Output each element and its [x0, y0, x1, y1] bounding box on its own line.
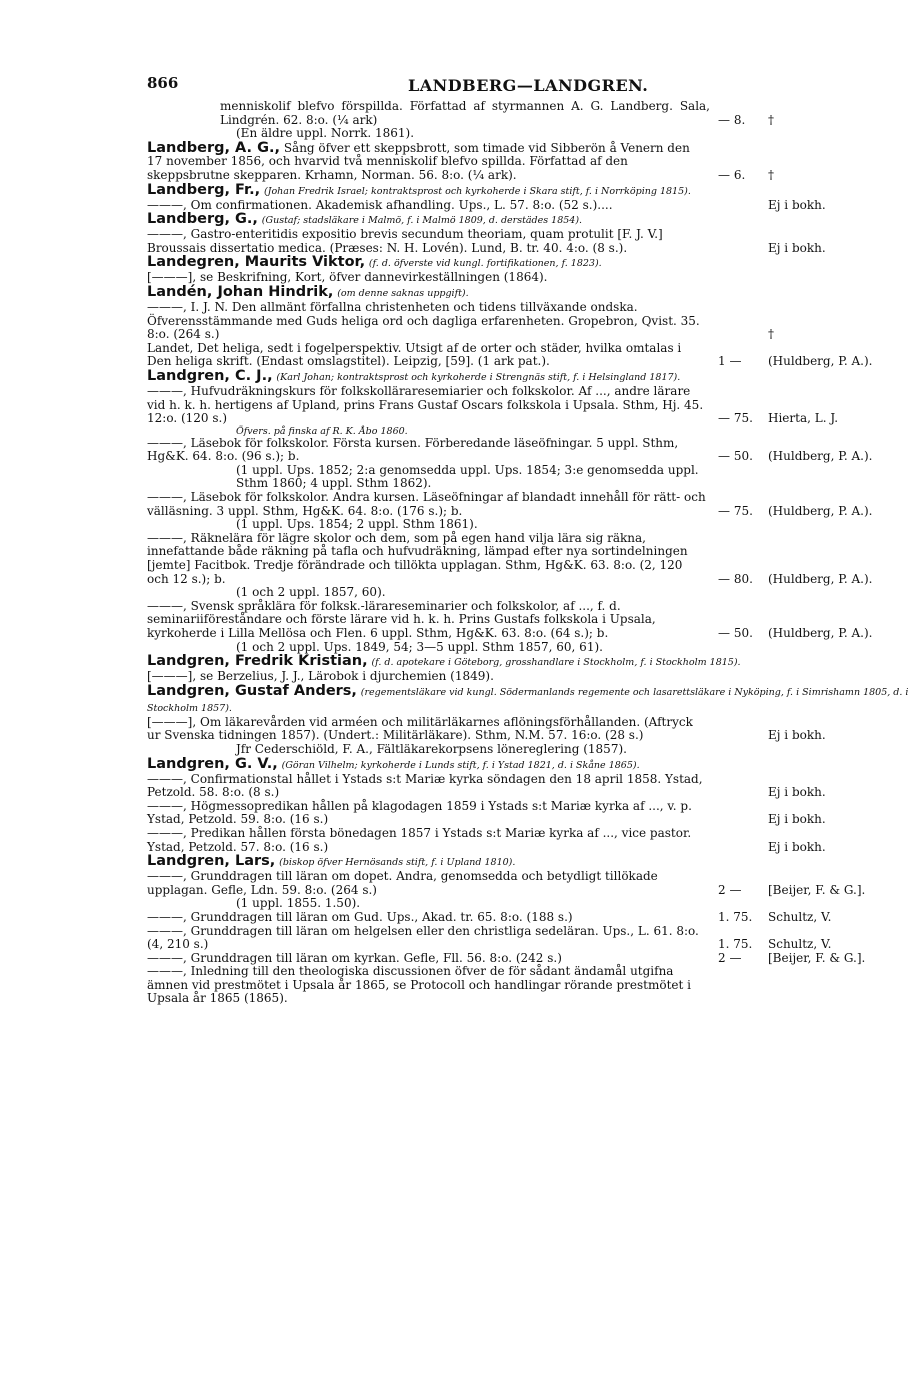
- entry: [0, 654, 920, 684]
- work-note: (1 och 2 uppl. 1857, 60).: [236, 585, 386, 600]
- work-lead: ———,: [147, 771, 191, 786]
- work-line: [147, 800, 707, 827]
- work: [0, 491, 920, 518]
- author-note: (Johan Fredrik Israel; kontraktsprost och kyrkoherde i Skara stift, f. i Norrköping 1815).: [263, 185, 691, 197]
- work-price: 1. 75.: [718, 909, 753, 924]
- author-name: Landén, Johan Hindrik,: [147, 283, 334, 300]
- work-line: [147, 870, 707, 897]
- work: [0, 228, 920, 255]
- work-lead: ———,: [147, 869, 191, 884]
- work-line: [147, 385, 707, 426]
- entry-heading: [147, 183, 920, 199]
- entry-heading: [147, 212, 920, 228]
- author-name: Landgren, C. J.,: [147, 367, 273, 384]
- work-text: Gastro-enteritidis expositio brevis secundum theoriam, quam protulit [F. J. V.] Broussais dissertatio medica. (Præses: N. H. Lovén). Lund, B. tr. 40. 4:o. (8 s.).: [147, 227, 663, 255]
- work-lead: ———,: [147, 825, 191, 840]
- work-line: [147, 925, 707, 952]
- work-text: Räknelära för lägre skolor och dem, som på egen hand vilja lära sig räkna, innefattande både räkning på tafla och hufvudräkning, lämpad efter nya sortindelningen [jemte] Facitbok. Tredje förändrade och tillökta upplagan. Sthm, Hg&K. 63. 8:o. (2, 120 och 12 s.); b.: [147, 530, 688, 586]
- work-line: [147, 301, 707, 342]
- work-availability: (Huldberg, P. A.).: [768, 354, 873, 369]
- work-line: [147, 716, 707, 743]
- work: [0, 199, 920, 213]
- entry-continuation: [0, 100, 920, 141]
- work-lead: ———,: [147, 950, 191, 965]
- work-line: [147, 228, 707, 255]
- work-lead: [———],: [147, 714, 200, 729]
- author-note: (Gustaf; stadsläkare i Malmö, f. i Malmö 1809, d. derstädes 1854).: [261, 215, 583, 227]
- work-text: Läsebok för folkskolor. Andra kursen. Läseöfningar af blandadt innehåll för rätt- och välläsning. 3 uppl. Sthm, Hg&K. 64. 8:o. (176 s.); b.: [147, 490, 706, 518]
- work: [0, 139, 920, 183]
- work-availability: (Huldberg, P. A.).: [768, 571, 873, 586]
- entry: [0, 285, 920, 342]
- work-text: Predikan hållen första bönedagen 1857 i Ystads s:t Mariæ kyrka af ..., vice pastor. Ystad, Petzold. 57. 8:o. (16 s.): [147, 825, 692, 854]
- work-note: (1 uppl. Ups. 1852; 2:a genomsedda uppl. Ups. 1854; 3:e genomsedda uppl. Sthm 1860; 4 uppl. Sthm 1862).: [236, 462, 699, 491]
- work-lead: [———],: [147, 669, 200, 684]
- work-availability: Ej i bokh.: [768, 785, 826, 800]
- work-text: Grunddragen till läran om kyrkan. Gefle, Fll. 56. 8:o. (242 s.): [190, 950, 562, 965]
- work-line: [147, 965, 707, 1006]
- entry-heading: [147, 854, 920, 870]
- work-note: (1 och 2 uppl. Ups. 1849, 54; 3—5 uppl. Sthm 1857, 60, 61).: [236, 639, 603, 654]
- work-line: [147, 773, 707, 800]
- work-line: [147, 911, 707, 925]
- work-availability: [Beijer, F. & G.].: [768, 882, 866, 897]
- entry: [0, 255, 920, 285]
- work-text: menniskolif blefvo förspillda. Författad af styrmannen A. G. Landberg. Sala, Lindgrén. 62. 8:o. (¼ ark): [220, 99, 710, 127]
- work-price: — 75.: [718, 503, 753, 518]
- work-availability: [Beijer, F. & G.].: [768, 950, 866, 965]
- work-text: Grunddragen till läran om Gud. Ups., Akad. tr. 65. 8:o. (188 s.): [190, 909, 573, 924]
- author-note: (f. d. apotekare i Göteborg, grosshandlare i Stockholm, f. i Stockholm 1815).: [371, 657, 741, 669]
- entry: [0, 757, 920, 855]
- author-name: Landgren, Fredrik Kristian,: [147, 653, 368, 670]
- entry: [0, 212, 920, 255]
- work: [0, 271, 920, 285]
- work: [0, 100, 920, 127]
- work-availability: (Huldberg, P. A.).: [768, 503, 873, 518]
- work-availability: Ej i bokh.: [768, 197, 826, 212]
- work-lead: ———,: [147, 923, 191, 938]
- work-availability: Schultz, V.: [768, 909, 832, 924]
- work-availability: Ej i bokh.: [768, 240, 826, 255]
- work-text: Om confirmationen. Akademisk afhandling. Ups., L. 57. 8:o. (52 s.)....: [190, 197, 613, 212]
- work-text: se Berzelius, J. J., Lärobok i djurchemien (1849).: [200, 669, 494, 684]
- work: [0, 670, 920, 684]
- entry-heading: [147, 684, 920, 716]
- author-name: Landberg, A. G.,: [147, 139, 280, 156]
- work-lead: ———,: [147, 299, 191, 314]
- work-lead: ———,: [147, 798, 191, 813]
- work-availability: Hierta, L. J.: [768, 411, 839, 426]
- work: [0, 342, 920, 369]
- work-note: Jfr Cederschiöld, F. A., Fältläkarekorpsens lönereglering (1857).: [236, 741, 627, 756]
- work-note: (1 uppl. Ups. 1854; 2 uppl. Sthm 1861).: [236, 517, 478, 532]
- work-text: Confirmationstal hållet i Ystads s:t Mariæ kyrka söndagen den 18 april 1858. Ystad, Petzold. 58. 8:o. (8 s.): [147, 771, 703, 800]
- entry: [0, 854, 920, 1006]
- work-price: — 75.: [718, 411, 753, 426]
- entry-heading: [147, 369, 920, 385]
- entry-heading: [147, 654, 920, 670]
- work-text: I. J. N. Den allmänt förfallna christenheten och tidens tillväxande ondska. Öfverensstämmande med Guds heliga ord och dagliga erfarenheten. Gropebron, Qvist. 35. 8:o. (264 s.): [147, 299, 700, 342]
- work-line: [147, 532, 707, 586]
- work-text: se Beskrifning, Kort, öfver dannevirkeställningen (1864).: [200, 270, 548, 285]
- work-text: Om läkarevården vid arméen och militärläkarnes aflöningsförhållanden. (Aftryck ur Svenska tidningen 1857). (Undert.: Militärläkare). Sthm, N.M. 57. 16:o. (28 s.): [147, 714, 693, 743]
- running-head: LANDBERG—LANDGREN.: [408, 76, 649, 95]
- entry-heading: [147, 285, 920, 301]
- work-text: Grunddragen till läran om helgelsen eller den christliga sedeläran. Ups., L. 61. 8:o. (4, 210 s.): [147, 923, 699, 952]
- author-name: Landgren, G. V.,: [147, 755, 278, 772]
- author-name: Landegren, Maurits Viktor,: [147, 254, 366, 271]
- work-lead: ———,: [147, 598, 191, 613]
- work-availability: †: [768, 327, 774, 342]
- work-lead: ———,: [147, 490, 191, 505]
- work: [0, 827, 920, 854]
- work: [0, 532, 920, 586]
- work: [0, 437, 920, 464]
- work-text: Landet, Det heliga, sedt i fogelperspektiv. Utsigt af de orter och städer, hvilka omtalas i Den heliga skrift. (Endast omslagstitel). Leipzig, [59]. (1 ark pat.).: [147, 340, 682, 369]
- entry: [0, 139, 920, 183]
- entry-heading-line: [147, 139, 707, 183]
- work: [0, 911, 920, 925]
- entry: [0, 684, 920, 757]
- work-line: [147, 827, 707, 854]
- work-line: [147, 199, 707, 213]
- page-number: 866: [147, 74, 179, 92]
- work: [0, 600, 920, 641]
- entry: [0, 369, 920, 654]
- author-note: (Karl Johan; kontraktsprost och kyrkoherde i Strengnäs stift, f. i Helsingland 1817).: [276, 371, 681, 383]
- work: [0, 773, 920, 800]
- work-availability: Ej i bokh.: [768, 839, 826, 854]
- work-translation-note: Öfvers. på finska af R. K. Åbo 1860.: [236, 425, 408, 437]
- author-name: Landgren, Lars,: [147, 853, 276, 870]
- entry: [0, 183, 920, 213]
- work: [0, 925, 920, 952]
- entry: [0, 342, 920, 369]
- work-lead: ———,: [147, 435, 191, 450]
- work-availability: Schultz, V.: [768, 937, 832, 952]
- work-line: [147, 271, 707, 285]
- work-availability: (Huldberg, P. A.).: [768, 626, 873, 640]
- work-price: — 80.: [718, 571, 753, 586]
- work-line: [147, 600, 707, 641]
- work: [0, 385, 920, 426]
- work-lead: [———],: [147, 270, 200, 285]
- author-note: (regementsläkare vid kungl. Södermanlands regemente och lasarettsläkare i Nyköping, f. i Simrishamn 1805, d. i Stockholm 1857).: [147, 686, 909, 714]
- work-text: Grunddragen till läran om dopet. Andra, genomsedda och betydligt tillökade upplagan. Gefle, Ldn. 59. 8:o. (264 s.): [147, 869, 658, 897]
- entry-heading: [147, 255, 920, 271]
- author-name: Landgren, Gustaf Anders,: [147, 682, 357, 699]
- author-name: Landberg, G.,: [147, 211, 258, 228]
- work: [0, 301, 920, 342]
- work-price: 2 —: [718, 882, 742, 897]
- work-text: Läsebok för folkskolor. Första kursen. Förberedande läseöfningar. 5 uppl. Sthm, Hg&K. 64. 8:o. (96 s.); b.: [147, 435, 679, 464]
- work-price: 1 —: [718, 354, 742, 369]
- work-line: [147, 670, 707, 684]
- work-availability: †: [768, 167, 774, 182]
- work-text: Inledning till den theologiska discussionen öfver de för sådant ändamål utgifna ämnen vid prestmötet i Upsala år 1865, se Protocoll och handlingar rörande prestmötet i Upsala år 1865 (1865).: [147, 964, 691, 1006]
- work-price: 1. 75.: [718, 937, 753, 952]
- entries: [0, 100, 920, 1006]
- entry-heading: [147, 757, 920, 773]
- work-lead: ———,: [147, 530, 191, 545]
- work-price: — 8.: [718, 112, 746, 127]
- work-availability: †: [768, 112, 774, 127]
- work-text: Hufvudräkningskurs för folkskolläraresemiarier och folkskolor. Af ..., andre lärare vid h. k. h. hertigens af Upland, prins Frans Gustaf Oscars folkskola i Upsala. Sthm, Hj. 45. 12:o. (120 s.): [147, 383, 704, 426]
- work-lead: ———,: [147, 227, 191, 242]
- work-availability: Ej i bokh.: [768, 812, 826, 827]
- work-price: — 50.: [718, 626, 753, 640]
- work-availability: (Huldberg, P. A.).: [768, 449, 873, 464]
- author-note: (Göran Vilhelm; kyrkoherde i Lunds stift, f. i Ystad 1821, d. i Skåne 1865).: [281, 759, 640, 771]
- work-availability: Ej i bokh.: [768, 728, 826, 743]
- work-lead: ———,: [147, 383, 191, 398]
- work: [0, 800, 920, 827]
- work: [0, 870, 920, 897]
- work-text: Högmessopredikan hållen på klagodagen 1859 i Ystads s:t Mariæ kyrka af ..., v. p. Ystad, Petzold. 59. 8:o. (16 s.): [147, 798, 692, 827]
- work-note: (1 uppl. 1855. 1.50).: [236, 896, 361, 911]
- author-note: (biskop öfver Hernösands stift, f. i Upland 1810).: [279, 857, 516, 869]
- work-price: 2 —: [718, 950, 742, 965]
- work-lead: ———,: [147, 909, 191, 924]
- work-price: — 6.: [718, 167, 746, 182]
- work-lead: ———,: [147, 197, 191, 212]
- work-text: Sång öfver ett skeppsbrott, som timade vid Sibberön å Venern den 17 november 1856, och hvarvid två menniskolif blefvo spillda. Författad af den skeppsbrutne skepparen. Krhamn, Norman. 56. 8:o. (¼ ark).: [147, 140, 690, 182]
- author-name: Landberg, Fr.,: [147, 181, 261, 198]
- work-text: Svensk språklära för folksk.-lärareseminarier och folkskolor, af ..., f. d. seminariiföreståndare och förste lärare vid h. k. h. Prins Gustafs folkskola i Upsala, kyrkoherde i Lilla Mellösa och Flen. 6 uppl. Sthm, Hg&K. 63. 8:o. (64 s.); b.: [147, 598, 656, 640]
- work-note: (En äldre uppl. Norrk. 1861).: [236, 126, 415, 141]
- work-line: [147, 491, 707, 518]
- work: [0, 965, 920, 1006]
- work-line: [147, 437, 707, 464]
- work-lead: ———,: [147, 964, 191, 979]
- work-price: — 50.: [718, 449, 753, 464]
- author-note: (f. d. öfverste vid kungl. fortifikationen, f. 1823).: [368, 258, 602, 270]
- work: [0, 716, 920, 743]
- author-note: (om denne saknas uppgift).: [337, 287, 469, 299]
